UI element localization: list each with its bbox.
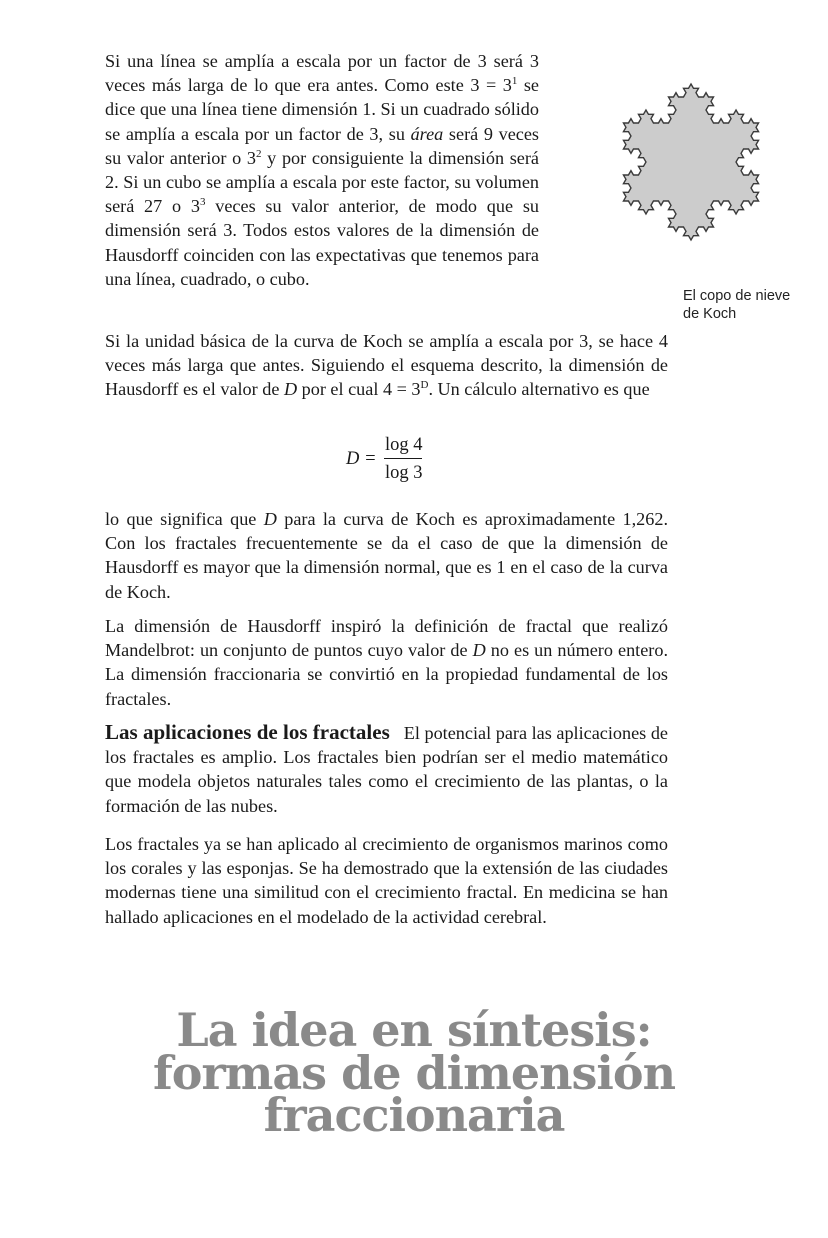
summary-line-3: fraccionaria	[263, 1088, 565, 1142]
summary-title	[0, 1003, 828, 1142]
paragraph-applications-examples: Los fractales ya se han aplicado al crecimiento de organismos marinos como los corales y las esponjas. Se ha demostrado que la extensión de las ciudades modernas tiene una similitud con el crecimiento fractal. En medicina se han hallado aplicaciones en el modelado de la actividad cerebral.	[105, 834, 668, 927]
formula-numerator: log 4	[385, 435, 423, 455]
section-heading: Las aplicaciones de los fractales	[105, 720, 390, 744]
paragraph-koch-dimension: Si la unidad básica de la curva de Koch se amplía a escala por 3, se hace 4 veces más larga que antes. Siguiendo el esquema descrito, la dimensión de Hausdorff es el valor de D por el cual $4 = 3^D$. Un cálculo alternativo es que	[105, 331, 668, 400]
summary-line-1: La idea en síntesis:	[176, 1003, 652, 1057]
figure-caption: El copo de nieve de Koch	[683, 288, 791, 322]
dimension-formula	[346, 435, 456, 488]
fraction-bar	[384, 458, 422, 459]
koch-snowflake-figure	[573, 42, 809, 282]
summary-line-2: formas de dimensión	[152, 1046, 676, 1100]
paragraph-mandelbrot: La dimensión de Hausdorff inspiró la definición de fractal que realizó Mandelbrot: un conjunto de puntos cuyo valor de D no es un número entero. La dimensión fraccionaria se convirtió en la propiedad fundamental de los fractales.	[105, 616, 668, 709]
paragraph-koch-result: lo que significa que D para la curva de Koch es aproximadamente 1,262. Con los fractales frecuentemente se da el caso de que la dimensión de Hausdorff es mayor que la dimensión normal, que es 1 en el caso de la curva de Koch.	[105, 509, 669, 602]
paragraph-applications: Las aplicaciones de los fractales El potencial para las aplicaciones de los fractales es amplio. Los fractales bien podrían ser el medio matemático que modela objetos naturales tales como el crecimiento de las plantas, o la formación de las nubes.	[105, 720, 668, 816]
formula-denominator: log 3	[385, 463, 423, 483]
koch-snowflake-shape	[623, 84, 758, 240]
paragraph-dimension-scaling: Si una línea se amplía a escala por un factor de 3 será 3 veces más larga de lo que era antes. Como este $3 = 3^1$ se dice que una línea tiene dimensión 1. Si un cuadrado sólido se amplía a escala por un factor de 3, su área será 9 veces su valor anterior o $3^2$ y por consiguiente la dimensión será 2. Si un cubo se amplía a escala por este factor, su volumen será 27 o $3^3$ veces su valor anterior, de modo que su dimensión será 3. Todos estos valores de la dimensión de Hausdorff coinciden con las expectativas que tenemos para una línea, cuadrado, o cubo.	[105, 51, 540, 289]
formula-lhs: D =	[346, 449, 377, 469]
